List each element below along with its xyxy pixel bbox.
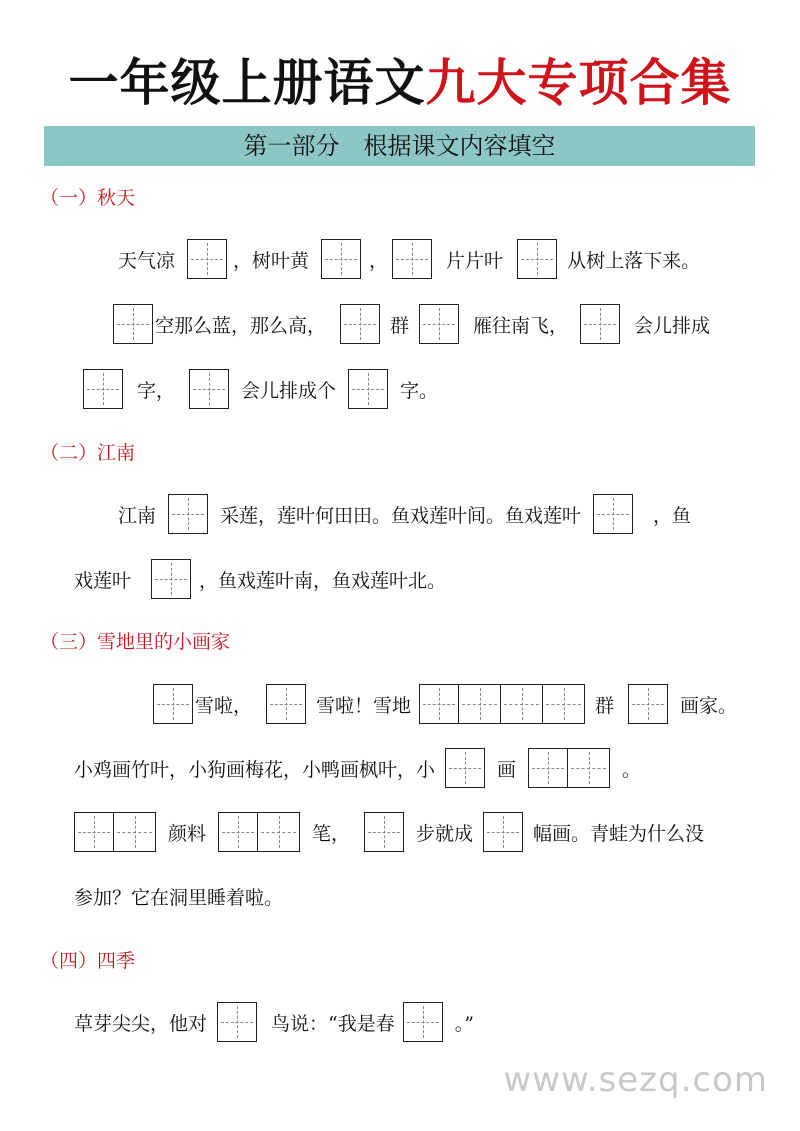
text: 雪啦， [195, 694, 253, 717]
answer-box[interactable] [151, 559, 191, 599]
answer-box[interactable] [517, 239, 557, 279]
text-line [118, 492, 691, 536]
text: 。 [622, 758, 642, 781]
section-heading-jiangnan: （二）江南 [40, 442, 136, 464]
text: 会儿排成个 [241, 379, 337, 402]
text: 鸟说：“我是春 [271, 1012, 395, 1035]
text-line [153, 682, 737, 726]
text: 步就成 [416, 822, 474, 845]
answer-box-2[interactable] [528, 748, 610, 788]
answer-box[interactable] [580, 304, 620, 344]
answer-box[interactable] [266, 684, 306, 724]
answer-box[interactable] [321, 239, 361, 279]
title-red: 九大专项合集 [425, 54, 732, 112]
answer-box[interactable] [348, 369, 388, 409]
text: ，鱼戏莲叶南，鱼戏莲叶北。 [199, 569, 447, 592]
answer-box[interactable] [593, 494, 633, 534]
text: ，鱼 [653, 504, 692, 527]
text: 从树上落下来。 [567, 249, 701, 272]
answer-box-2[interactable] [74, 812, 156, 852]
text: 群 [390, 314, 410, 337]
text: 江南 [118, 504, 157, 527]
section-heading-autumn: （一）秋天 [40, 187, 136, 209]
text-line [83, 367, 438, 411]
watermark: www.sezq.com [503, 1060, 768, 1100]
answer-box[interactable] [483, 812, 523, 852]
answer-box[interactable] [340, 304, 380, 344]
text: 颜料 [168, 822, 207, 845]
text-line [74, 874, 283, 918]
text: 笔， [312, 822, 351, 845]
text: ， [369, 249, 389, 272]
answer-box[interactable] [364, 812, 404, 852]
answer-box[interactable] [445, 748, 485, 788]
text-line [118, 237, 700, 281]
answer-box[interactable] [419, 304, 459, 344]
text-line [74, 1000, 474, 1044]
text: 字。 [400, 379, 439, 402]
text-line [74, 557, 446, 601]
text: 幅画。青蛙为什么没 [533, 822, 705, 845]
answer-box[interactable] [392, 239, 432, 279]
answer-box[interactable] [113, 304, 153, 344]
answer-box[interactable] [189, 369, 229, 409]
text: 画家。 [680, 694, 738, 717]
answer-box[interactable] [83, 369, 123, 409]
part-banner: 第一部分 根据课文内容填空 [44, 126, 755, 166]
answer-box[interactable] [153, 684, 193, 724]
text: 。” [454, 1012, 474, 1035]
text: 草芽尖尖，他对 [74, 1012, 208, 1035]
section-heading-snow-painters: （三）雪地里的小画家 [40, 631, 231, 653]
text: 群 [595, 694, 615, 717]
text-line [113, 302, 710, 346]
text: 参加？它在洞里睡着啦。 [74, 886, 284, 909]
text: 空那么蓝，那么高， [155, 314, 327, 337]
answer-box[interactable] [217, 1002, 257, 1042]
section-heading-four-seasons: （四）四季 [40, 950, 136, 972]
text: 片片叶 [446, 249, 504, 272]
text: ，树叶黄 [233, 249, 310, 272]
answer-box-2[interactable] [218, 812, 300, 852]
text: 采莲，莲叶何田田。鱼戏莲叶间。鱼戏莲叶 [220, 504, 582, 527]
text-line [74, 810, 704, 854]
title-black: 一年级上册语文 [68, 54, 426, 112]
text: 会儿排成 [634, 314, 711, 337]
answer-box-4[interactable] [419, 684, 585, 724]
text: 雪啦！雪地 [316, 694, 412, 717]
answer-box[interactable] [403, 1002, 443, 1042]
text: 小鸡画竹叶，小狗画梅花，小鸭画枫叶，小 [74, 758, 436, 781]
text: 字， [137, 379, 176, 402]
text: 画 [497, 758, 517, 781]
text: 戏莲叶 [74, 569, 132, 592]
page-title [0, 48, 800, 118]
text: 天气凉 [118, 249, 176, 272]
answer-box[interactable] [168, 494, 208, 534]
text-line [74, 746, 641, 790]
answer-box[interactable] [187, 239, 227, 279]
text: 雁往南飞， [473, 314, 569, 337]
answer-box[interactable] [628, 684, 668, 724]
